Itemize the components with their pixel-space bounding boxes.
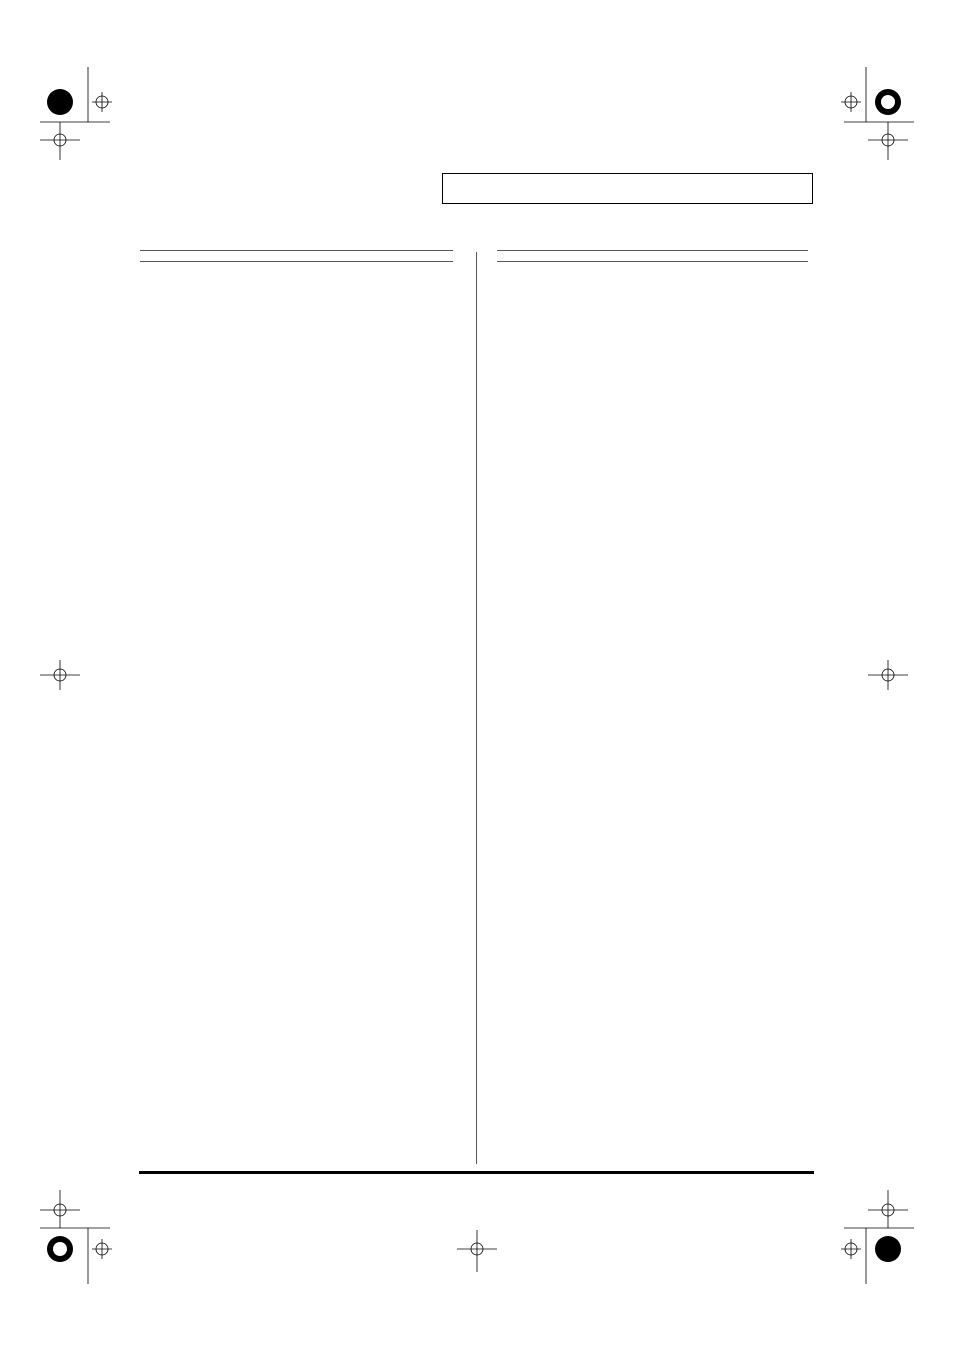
right-column (497, 250, 808, 262)
footer-rule (139, 1171, 814, 1174)
reverb-table (497, 261, 808, 262)
section-title-box (442, 173, 813, 204)
chorus-table (140, 261, 453, 262)
chorus-table-continued (497, 250, 808, 251)
column-divider (476, 252, 477, 1164)
mfx-table-tail (140, 250, 453, 251)
left-column (140, 250, 453, 262)
